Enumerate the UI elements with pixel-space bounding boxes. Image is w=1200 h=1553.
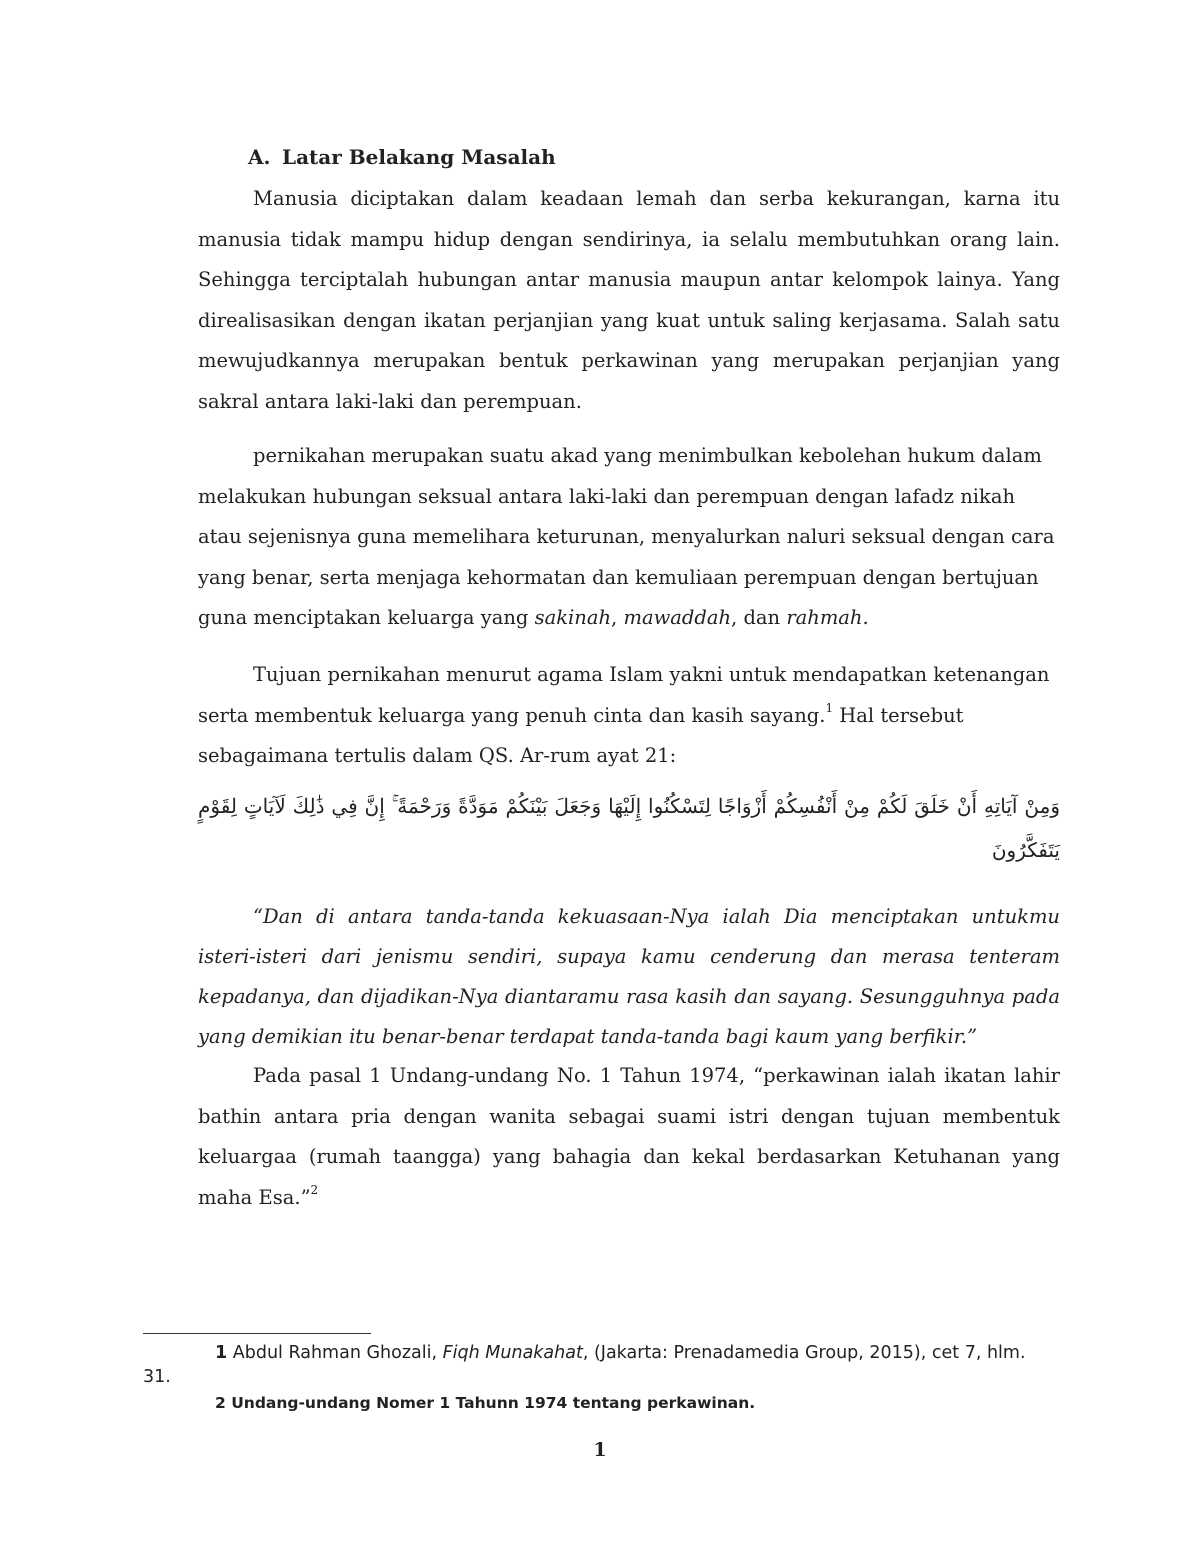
paragraph-marriage-purpose	[198, 655, 1060, 777]
footnote-text: Undang-undang Nomer 1 Tahunn 1974 tentang perkawinan.	[225, 1394, 756, 1412]
separator: ,	[611, 606, 624, 629]
footnote-number: 2	[215, 1394, 226, 1412]
footnote-separator	[143, 1333, 371, 1334]
section-title: Latar Belakang Masalah	[282, 145, 556, 169]
term-rahmah: rahmah	[786, 606, 863, 629]
footnote-number: 1	[215, 1343, 228, 1363]
paragraph-text: Pada pasal 1 Undang-undang No. 1 Tahun 1974, “perkawinan ialah ikatan lahir bathin antara pria dengan wanita sebagai suami istri dengan tujuan membentuk keluargaa (rumah taangga) yang bahagia dan kekal berdasarkan Ketuhanan yang maha Esa.”	[198, 1064, 1060, 1209]
paragraph-text: pernikahan merupakan suatu akad yang menimbulkan kebolehan hukum dalam melakukan hubungan seksual antara laki-laki dan perempuan dengan lafadz nikah atau sejenisnya guna memelihara keturunan, menyalurkan naluri seksual dengan cara yang benar, serta menjaga kehormatan dan kemuliaan perempuan dengan bertujuan guna menciptakan keluarga yang	[198, 444, 1055, 629]
footnote-text: , (Jakarta: Prenadamedia Group, 2015), cet 7, hlm. 31.	[143, 1343, 1026, 1387]
verse-translation: “Dan di antara tanda-tanda kekuasaan-Nya ialah Dia menciptakan untukmu isteri-isteri dari jenismu sendiri, supaya kamu cenderung dan merasa tenteram kepadanya, dan dijadikan-Nya diantaramu rasa kasih dan sayang. Sesungguhnya pada yang demikian itu benar-benar terdapat tanda-tanda bagi kaum yang berfikir.”	[198, 905, 1060, 1048]
footnote-text: Abdul Rahman Ghozali,	[227, 1343, 443, 1363]
quran-verse-arabic: وَمِنْ آيَاتِهِ أَنْ خَلَقَ لَكُمْ مِنْ أَنْفُسِكُمْ أَزْوَاجًا لِتَسْكُنُوا إِلَيْهَا وَجَعَلَ بَيْنَكُمْ مَوَدَّةً وَرَحْمَةً ۚ إِنَّ فِي ذَٰلِكَ لَآيَاتٍ لِقَوْمٍ يَتَفَكَّرُونَ	[198, 794, 1060, 862]
section-heading	[248, 143, 556, 171]
term-mawaddah: mawaddah	[623, 606, 732, 629]
footnote-book-title: Fiqh Munakahat	[442, 1343, 583, 1363]
period: .	[862, 606, 869, 629]
paragraph-text: Hal tersebut sebagaimana tertulis dalam QS. Ar-rum ayat 21:	[198, 703, 964, 767]
footnote-ref-1[interactable]: 1	[825, 701, 834, 715]
paragraph-marriage-definition	[198, 436, 1060, 639]
footnote-2	[143, 1391, 1043, 1415]
term-sakinah: sakinah	[534, 606, 612, 629]
section-number: A.	[248, 145, 271, 169]
footnote-ref-2[interactable]: 2	[310, 1183, 319, 1197]
footnote-1	[143, 1341, 1043, 1389]
paragraph-text: Tujuan pernikahan menurut agama Islam yakni untuk mendapatkan ketenangan serta membentuk keluarga yang penuh cinta dan kasih sayang.	[198, 663, 1050, 727]
paragraph-law	[198, 1056, 1060, 1218]
paragraph-intro: Manusia diciptakan dalam keadaan lemah dan serba kekurangan, karna itu manusia tidak mampu hidup dengan sendirinya, ia selalu membutuhkan orang lain. Sehingga terciptalah hubungan antar manusia maupun antar kelompok lainya. Yang direalisasikan dengan ikatan perjanjian yang kuat untuk saling kerjasama. Salah satu mewujudkannya merupakan bentuk perkawinan yang merupakan perjanjian yang sakral antara laki-laki dan perempuan.	[198, 187, 1060, 413]
page-number: 1	[593, 1439, 607, 1461]
separator: , dan	[731, 606, 787, 629]
